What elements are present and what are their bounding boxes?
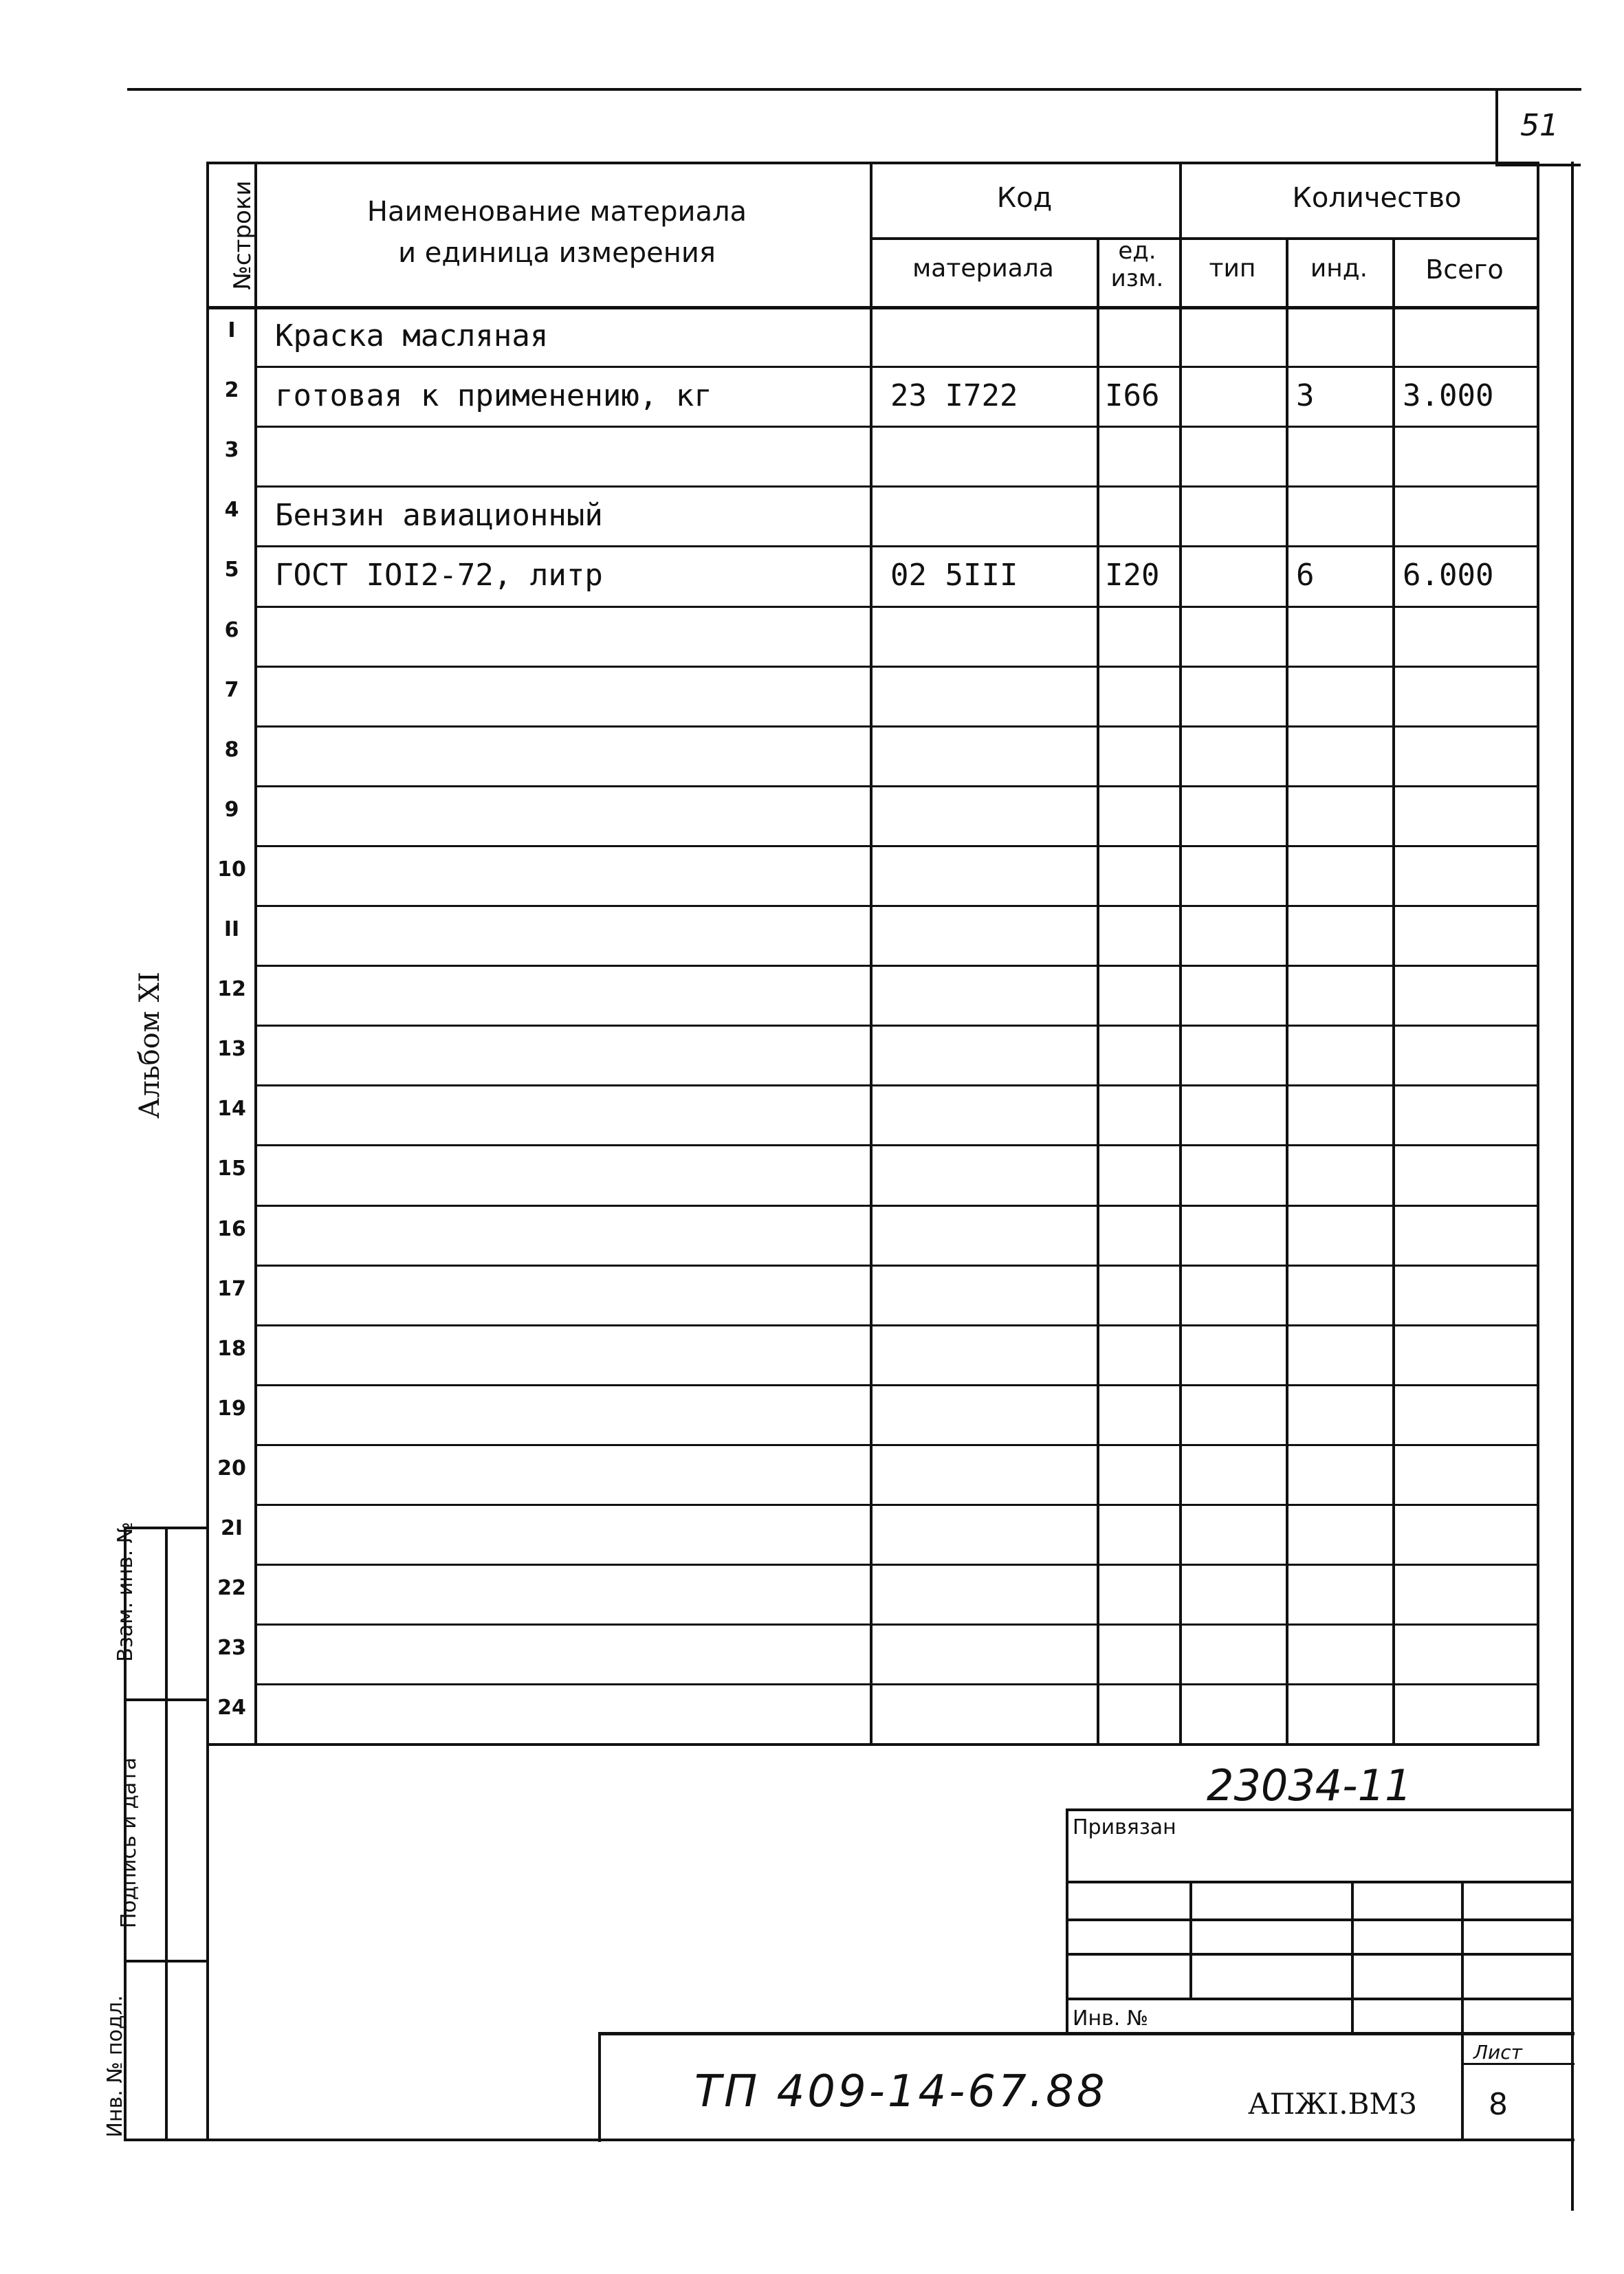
row-number: 13	[217, 1037, 246, 1062]
qty-total-cell: 3.000	[1403, 378, 1494, 414]
row-line	[254, 485, 1539, 488]
row-line	[254, 1324, 1539, 1326]
row-line	[254, 845, 1539, 847]
row-number: 2I	[220, 1516, 243, 1540]
row-number: 10	[217, 857, 246, 882]
row-number: 8	[224, 737, 239, 762]
row-number: 19	[217, 1396, 246, 1421]
qty-total-header: Всего	[1425, 254, 1504, 285]
inv-original-label: Инв. № подл.	[103, 1995, 127, 2138]
row-line	[254, 1683, 1539, 1685]
row-number: 18	[217, 1336, 246, 1361]
row-number: 6	[224, 617, 239, 642]
row-line	[254, 426, 1539, 428]
col-divider	[1097, 237, 1099, 1743]
stamp-line	[124, 1698, 206, 1701]
row-number: 24	[217, 1696, 246, 1720]
col-divider	[870, 162, 873, 1743]
table-bottom-line	[206, 1743, 1539, 1746]
frame-left-lower	[206, 1743, 209, 2139]
table-right-border	[1537, 162, 1539, 1743]
stamp-line	[124, 2139, 206, 2141]
code-header: Код	[996, 182, 1053, 214]
row-number: 16	[217, 1216, 246, 1241]
inv-no-label: Инв. №	[1073, 2007, 1149, 2031]
unit-code-cell: I66	[1105, 378, 1160, 414]
sheet-value: 8	[1489, 2087, 1508, 2122]
row-line	[254, 905, 1539, 907]
row-number: 20	[217, 1456, 246, 1480]
row-line	[254, 1265, 1539, 1267]
code-unit-header-line2: изм.	[1110, 265, 1164, 292]
title-block-divider	[1189, 1881, 1192, 1998]
row-line	[254, 965, 1539, 967]
material-code-cell: 23 I722	[890, 378, 1018, 414]
row-number-header: №строки	[229, 180, 256, 290]
row-number: 4	[224, 498, 239, 523]
right-frame-line	[1571, 162, 1574, 2211]
row-number: 17	[217, 1276, 246, 1301]
row-number: 5	[224, 558, 239, 582]
main-stamp-left-line	[598, 2032, 601, 2142]
col-divider	[1392, 237, 1395, 1743]
row-line	[254, 725, 1539, 728]
row-number: 7	[224, 677, 239, 702]
replace-inv-label: Взам. инв. №	[113, 1522, 138, 1662]
handwritten-number: 23034-11	[1207, 1760, 1412, 1811]
row-line	[254, 606, 1539, 608]
attached-label: Привязан	[1073, 1815, 1176, 1839]
title-block-line	[1066, 1918, 1574, 1921]
row-number: II	[223, 917, 240, 941]
row-line	[254, 1205, 1539, 1207]
qty-ind-cell: 3	[1296, 378, 1315, 414]
row-number: 22	[217, 1576, 246, 1601]
row-number: 23	[217, 1636, 246, 1661]
row-line	[254, 1623, 1539, 1626]
material-name-cell: Краска масляная	[275, 318, 549, 353]
material-name-cell: ГОСТ IOI2-72, литр	[275, 558, 603, 593]
header-top-line	[206, 162, 1537, 164]
row-line	[254, 1084, 1539, 1086]
row-line	[254, 1384, 1539, 1386]
signature-date-label: Подпись и дата	[117, 1757, 141, 1929]
code-material-header: материала	[912, 254, 1054, 283]
stamp-inner-line	[165, 1527, 168, 2139]
frame-bottom-line	[206, 2139, 1574, 2141]
col-divider	[1286, 237, 1288, 1743]
quantity-header: Количество	[1292, 182, 1462, 214]
title-block-line	[1066, 1953, 1574, 1956]
title-block-divider	[1461, 1881, 1464, 2139]
title-block-line	[1066, 1881, 1574, 1883]
qty-ind-header: инд.	[1310, 254, 1368, 283]
unit-code-cell: I20	[1105, 558, 1160, 593]
top-frame-line	[127, 88, 1581, 91]
material-name-cell: готовая к применению, кг	[275, 378, 712, 414]
row-number: 15	[217, 1157, 246, 1181]
row-number: 12	[217, 977, 246, 1002]
row-number: I	[228, 318, 236, 342]
row-number: 9	[224, 797, 239, 822]
qty-type-header: тип	[1209, 254, 1256, 283]
header-mid-line	[870, 237, 1537, 240]
main-stamp-top-line	[598, 2032, 1574, 2035]
album-label: Альбом XI	[134, 972, 166, 1119]
row-line	[254, 666, 1539, 668]
row-number: 14	[217, 1097, 246, 1122]
row-number: 3	[224, 438, 239, 463]
material-name-cell: Бензин авиационный	[275, 498, 603, 534]
row-line	[254, 785, 1539, 787]
col-divider	[1179, 162, 1182, 1743]
qty-total-cell: 6.000	[1403, 558, 1494, 593]
code-unit-header-line1: ед.	[1118, 237, 1156, 265]
page-number: 51	[1495, 88, 1581, 166]
title-block-line	[1066, 1998, 1574, 2000]
material-name-header-line1: Наименование материала	[366, 196, 747, 228]
row-line	[254, 366, 1539, 368]
row-line	[254, 1504, 1539, 1506]
row-line	[254, 1025, 1539, 1027]
row-line	[254, 1564, 1539, 1566]
header-bottom-line	[206, 306, 1539, 309]
row-number: 2	[224, 378, 239, 403]
title-block-left	[1066, 1808, 1068, 2035]
qty-ind-cell: 6	[1296, 558, 1315, 593]
stamp-line	[124, 1960, 206, 1963]
sheet-label: Лист	[1473, 2041, 1522, 2064]
material-name-header-line2: и единица измерения	[398, 237, 716, 269]
row-line	[254, 1444, 1539, 1446]
row-line	[254, 1144, 1539, 1146]
document-code: ТП 409-14-67.88	[694, 2066, 1108, 2117]
row-line	[254, 545, 1539, 547]
title-block-divider	[1351, 1881, 1354, 2035]
drawing-code: АПЖI.ВМ3	[1248, 2087, 1418, 2121]
material-code-cell: 02 5III	[890, 558, 1018, 593]
